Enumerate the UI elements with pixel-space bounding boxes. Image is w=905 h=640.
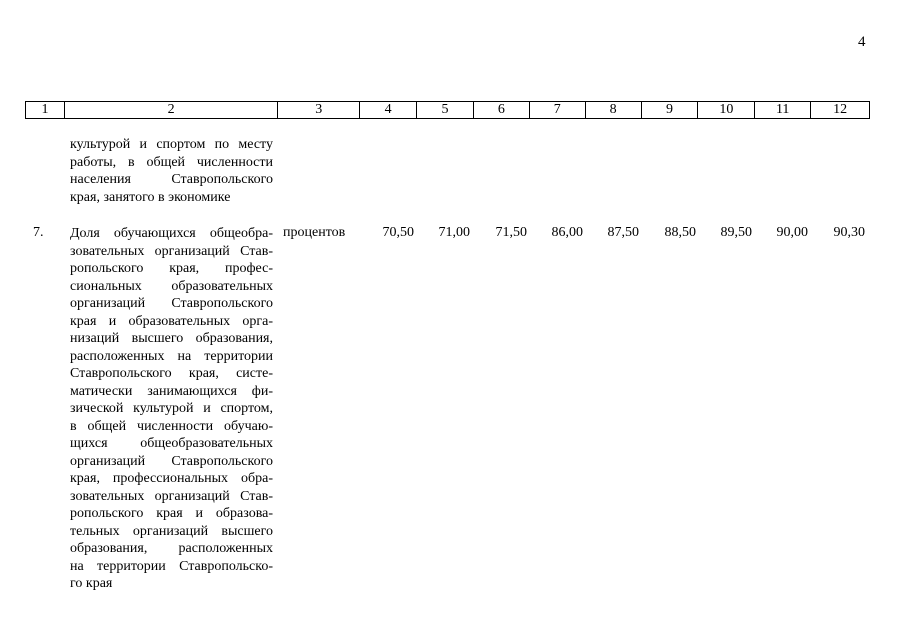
continuation-line: населения Ставропольского <box>70 172 273 187</box>
indicator-description <box>70 225 273 593</box>
continuation-line: культурой и спортом по месту <box>70 137 273 152</box>
description-line: организаций Ставропольского <box>70 453 273 469</box>
description-line: образования, расположенных <box>70 541 273 556</box>
value-col-12: 90,30 <box>833 225 865 240</box>
value-col-9: 88,50 <box>664 225 696 240</box>
description-line: сиональных образовательных <box>70 278 273 294</box>
continuation-line: края, занятого в экономике <box>70 189 231 205</box>
row-number: 7. <box>33 225 44 240</box>
description-line: матически занимающихся фи- <box>70 383 273 399</box>
header-cell-6: 6 <box>474 102 530 118</box>
description-line: расположенных на территории <box>70 348 273 364</box>
continuation-line: работы, в общей численности <box>70 154 273 170</box>
description-line: зовательных организаций Став- <box>70 488 273 504</box>
description-line: ропольского края и образова- <box>70 506 273 521</box>
description-line: организаций Ставропольского <box>70 296 273 311</box>
value-col-7: 86,00 <box>551 225 583 240</box>
header-cell-9: 9 <box>642 102 699 118</box>
value-col-8: 87,50 <box>607 225 639 240</box>
header-cell-12: 12 <box>833 102 848 117</box>
page-number: 4 <box>858 34 866 50</box>
description-line: щихся общеобразовательных <box>70 436 273 451</box>
table-header-row <box>25 101 870 119</box>
header-cell-3: 3 <box>278 102 360 118</box>
header-cell-4: 4 <box>360 102 417 118</box>
header-cell-7: 7 <box>530 102 586 118</box>
unit-of-measure: процентов <box>283 225 346 240</box>
value-col-11: 90,00 <box>776 225 808 240</box>
value-col-6: 71,50 <box>495 225 527 240</box>
description-line: зической культурой и спортом, <box>70 401 273 416</box>
description-line: низаций высшего образования, <box>70 331 273 346</box>
value-col-4: 70,50 <box>382 225 414 240</box>
description-line: края, профессиональных обра- <box>70 471 273 486</box>
description-line: в общей численности обучаю- <box>70 418 273 434</box>
description-line: на территории Ставропольско- <box>70 558 273 574</box>
header-cell-2: 2 <box>65 102 278 118</box>
value-col-10: 89,50 <box>720 225 752 240</box>
description-line: го края <box>70 576 113 591</box>
header-cell-11: 11 <box>755 102 811 118</box>
continuation-text <box>70 136 273 206</box>
value-col-5: 71,00 <box>438 225 470 240</box>
description-line: ропольского края, профес- <box>70 261 273 276</box>
description-line: тельных организаций высшего <box>70 523 273 539</box>
description-line: края и образовательных орга- <box>70 313 273 329</box>
header-cell-10: 10 <box>698 102 755 118</box>
description-line: Доля обучающихся общеобра- <box>70 226 273 241</box>
description-line: зовательных организаций Став- <box>70 243 273 259</box>
header-cell-8: 8 <box>586 102 642 118</box>
description-line: Ставропольского края, систе- <box>70 366 273 381</box>
header-cell-5: 5 <box>417 102 474 118</box>
header-cell-1: 1 <box>26 102 65 118</box>
